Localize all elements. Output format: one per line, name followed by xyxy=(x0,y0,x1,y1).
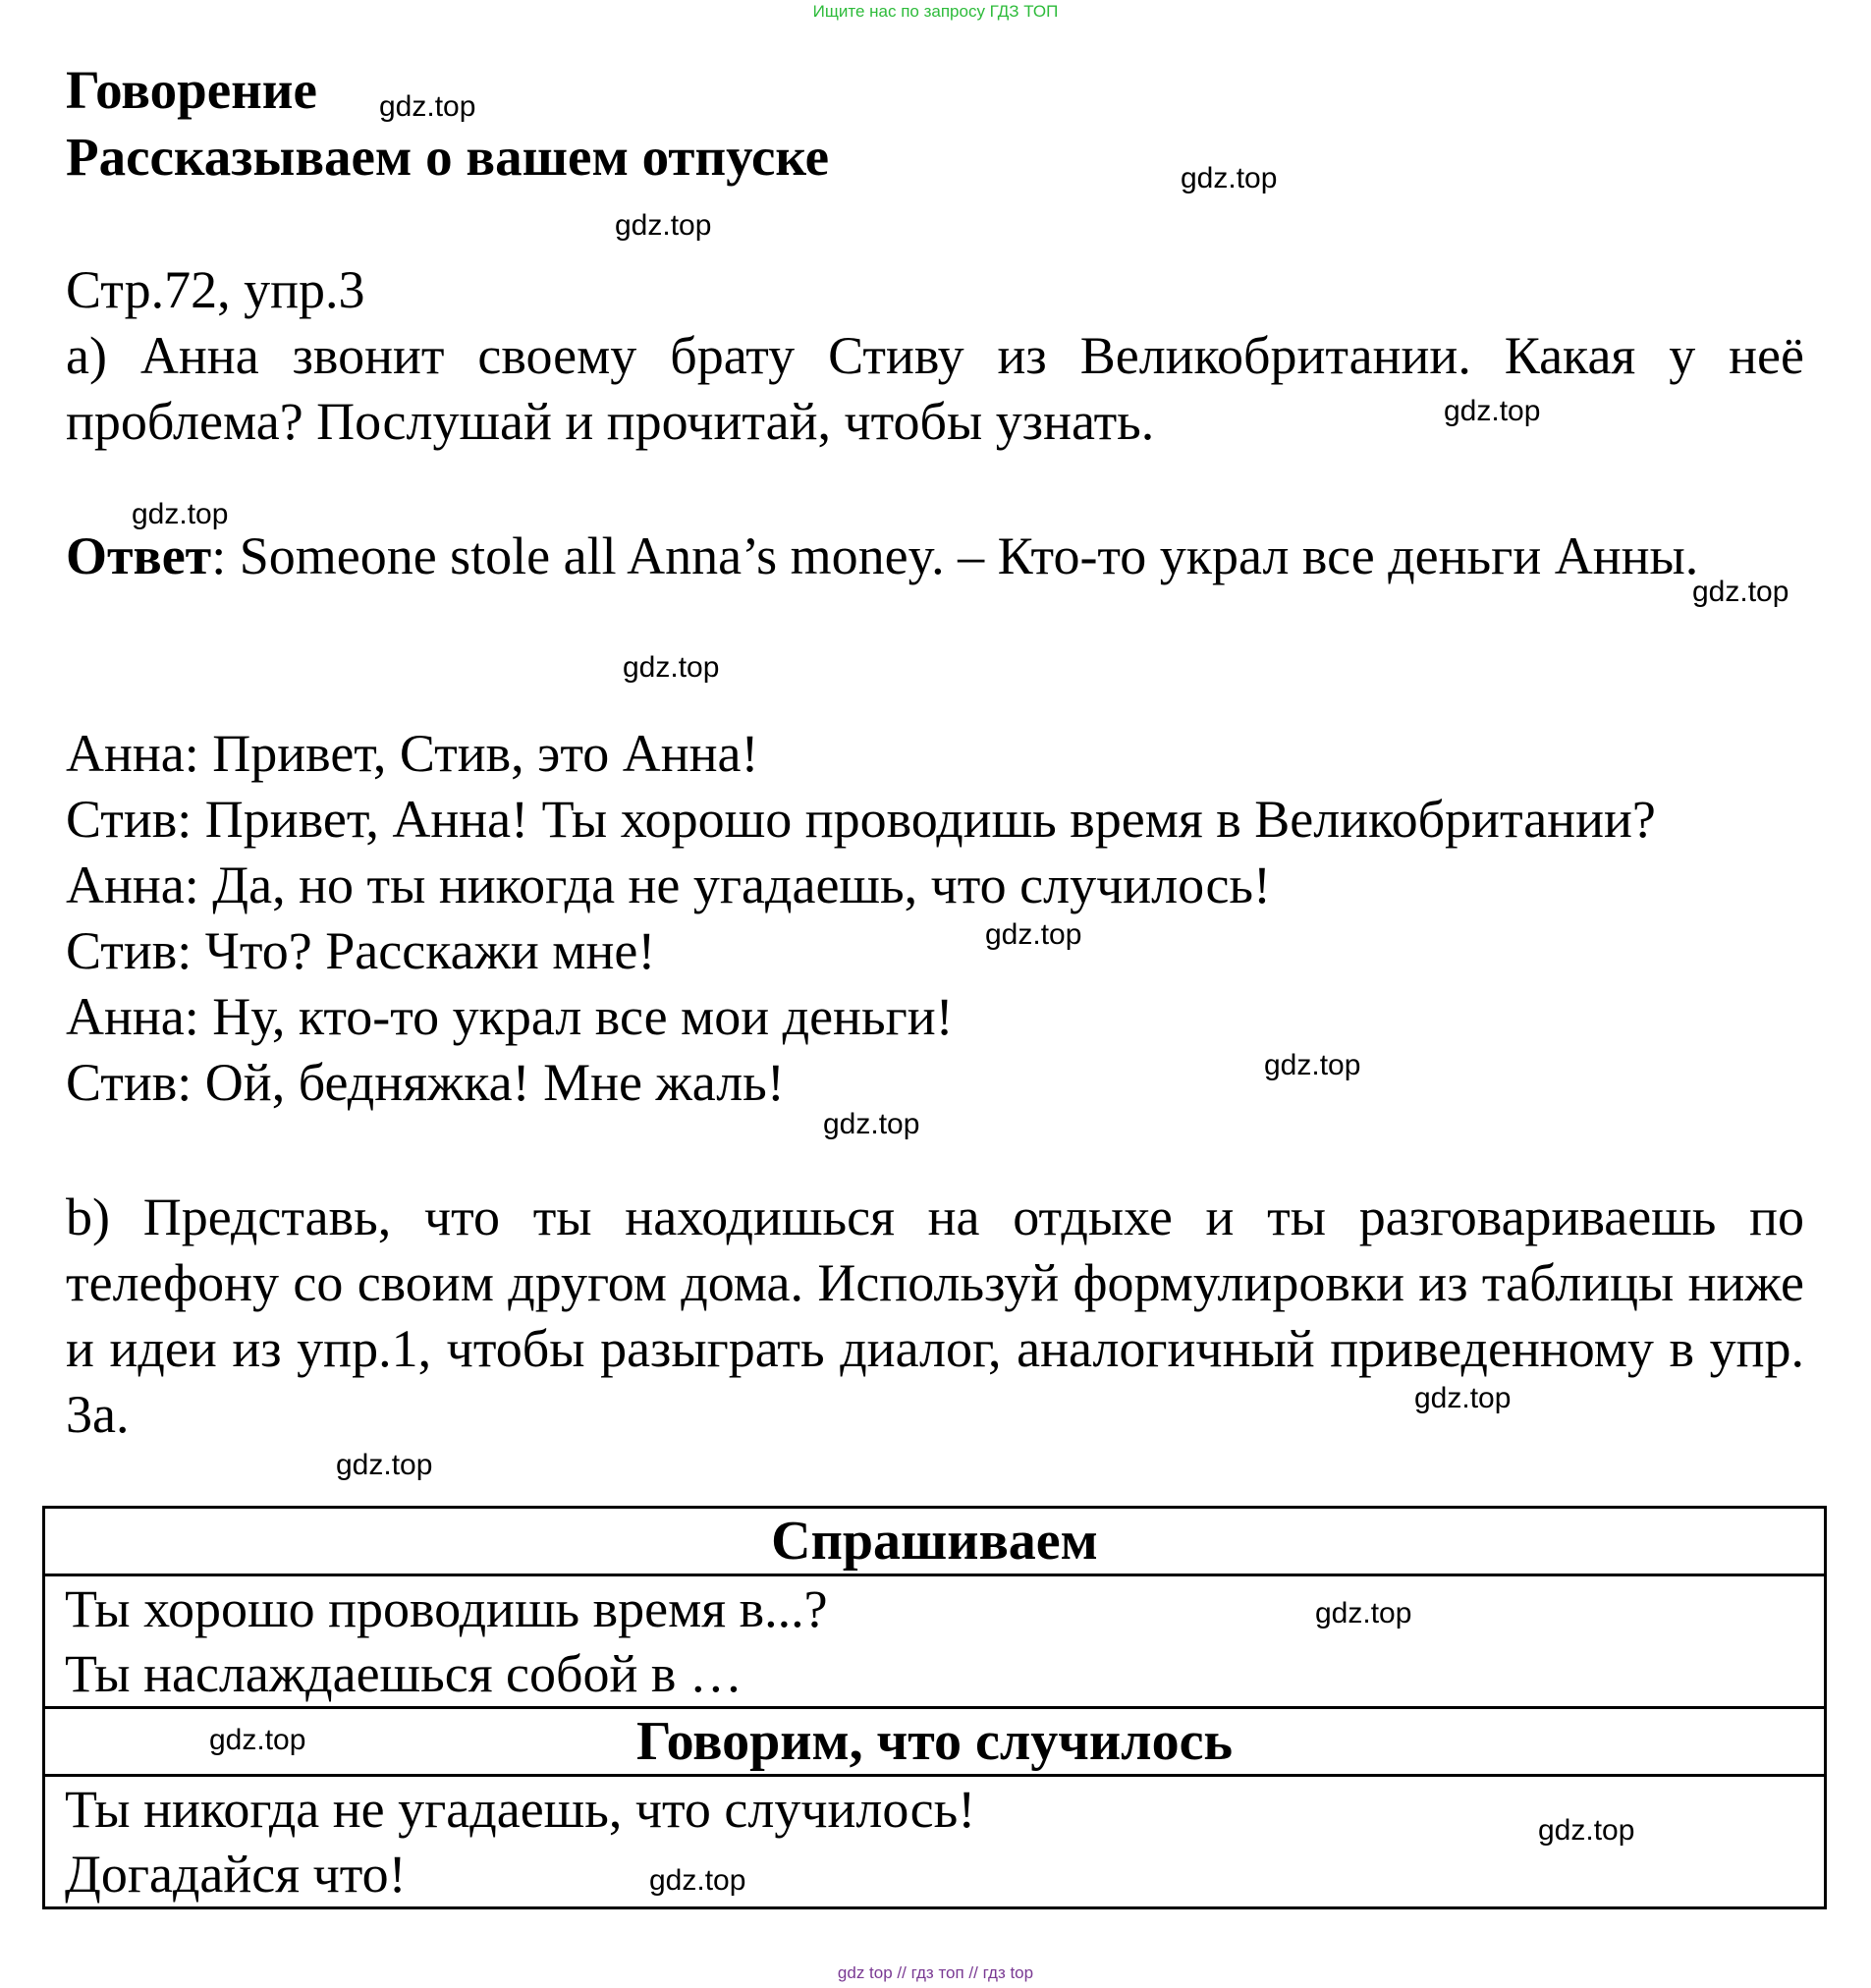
answer-text: : Someone stole all Anna’s money. – Кто-то украл все деньги Анны. xyxy=(211,526,1699,585)
exercise-ref: Стр.72, упр.3 xyxy=(66,260,365,319)
watermark: gdz.top xyxy=(132,498,229,530)
phrase-row: Догадайся что! xyxy=(65,1845,407,1904)
watermark: gdz.top xyxy=(1444,395,1541,427)
watermark: gdz.top xyxy=(1692,576,1789,608)
phrase-row: Ты наслаждаешься собой в … xyxy=(65,1644,743,1703)
watermark: gdz.top xyxy=(615,209,712,242)
watermark: gdz.top xyxy=(1538,1814,1635,1847)
dialogue-line: Стив: Ой, бедняжка! Мне жаль! xyxy=(66,1053,785,1112)
table-header-asking: Спрашиваем xyxy=(44,1508,1826,1575)
watermark: gdz.top xyxy=(649,1864,746,1897)
watermark: gdz.top xyxy=(623,651,720,684)
dialogue-line: Анна: Ну, кто-то украл все мои деньги! xyxy=(66,987,954,1046)
subtitle: Рассказываем о вашем отпуске xyxy=(66,127,830,187)
section-title: Говорение xyxy=(66,60,317,120)
watermark: gdz.top xyxy=(336,1449,433,1481)
footer-links: gdz top // гдз топ // гдз top xyxy=(837,1963,1034,1982)
watermark: gdz.top xyxy=(1181,162,1278,194)
watermark: gdz.top xyxy=(209,1724,306,1756)
watermark: gdz.top xyxy=(823,1108,920,1140)
task-b: b) Представь, что ты находишься на отдыхе и ты разговариваешь по телефону со своим другом дома. Используй формулировки из таблицы ниже и идеи из упр.1, чтобы разыграть диалог, аналогичный приведенному в упр. 3a. xyxy=(66,1187,1804,1444)
dialogue-line: Стив: Что? Расскажи мне! xyxy=(66,921,656,980)
dialogue-line: Анна: Да, но ты никогда не угадаешь, что случилось! xyxy=(66,856,1272,914)
answer-label: Ответ xyxy=(66,526,212,585)
watermark: gdz.top xyxy=(1264,1049,1361,1081)
table-cell-asking xyxy=(44,1575,1826,1708)
task-a: a) Анна звонит своему брату Стиву из Великобритании. Какая у неё проблема? Послушай и прочитай, чтобы узнать. xyxy=(66,326,1804,451)
watermark: gdz.top xyxy=(379,90,476,123)
table-header-happened: Говорим, что случилось xyxy=(44,1708,1826,1776)
dialogue-line: Стив: Привет, Анна! Ты хорошо проводишь время в Великобритании? xyxy=(66,790,1656,849)
phrase-row: Ты хорошо проводишь время в...? xyxy=(65,1579,828,1638)
dialogue-line: Анна: Привет, Стив, это Анна! xyxy=(66,724,759,783)
phrases-table xyxy=(42,1506,1827,1909)
watermark: gdz.top xyxy=(1315,1597,1412,1629)
answer-paragraph xyxy=(66,524,1804,589)
search-banner: Ищите нас по запросу ГДЗ ТОП xyxy=(812,2,1059,21)
phrase-row: Ты никогда не угадаешь, что случилось! xyxy=(65,1780,976,1839)
watermark: gdz.top xyxy=(985,918,1082,951)
watermark: gdz.top xyxy=(1414,1382,1512,1414)
